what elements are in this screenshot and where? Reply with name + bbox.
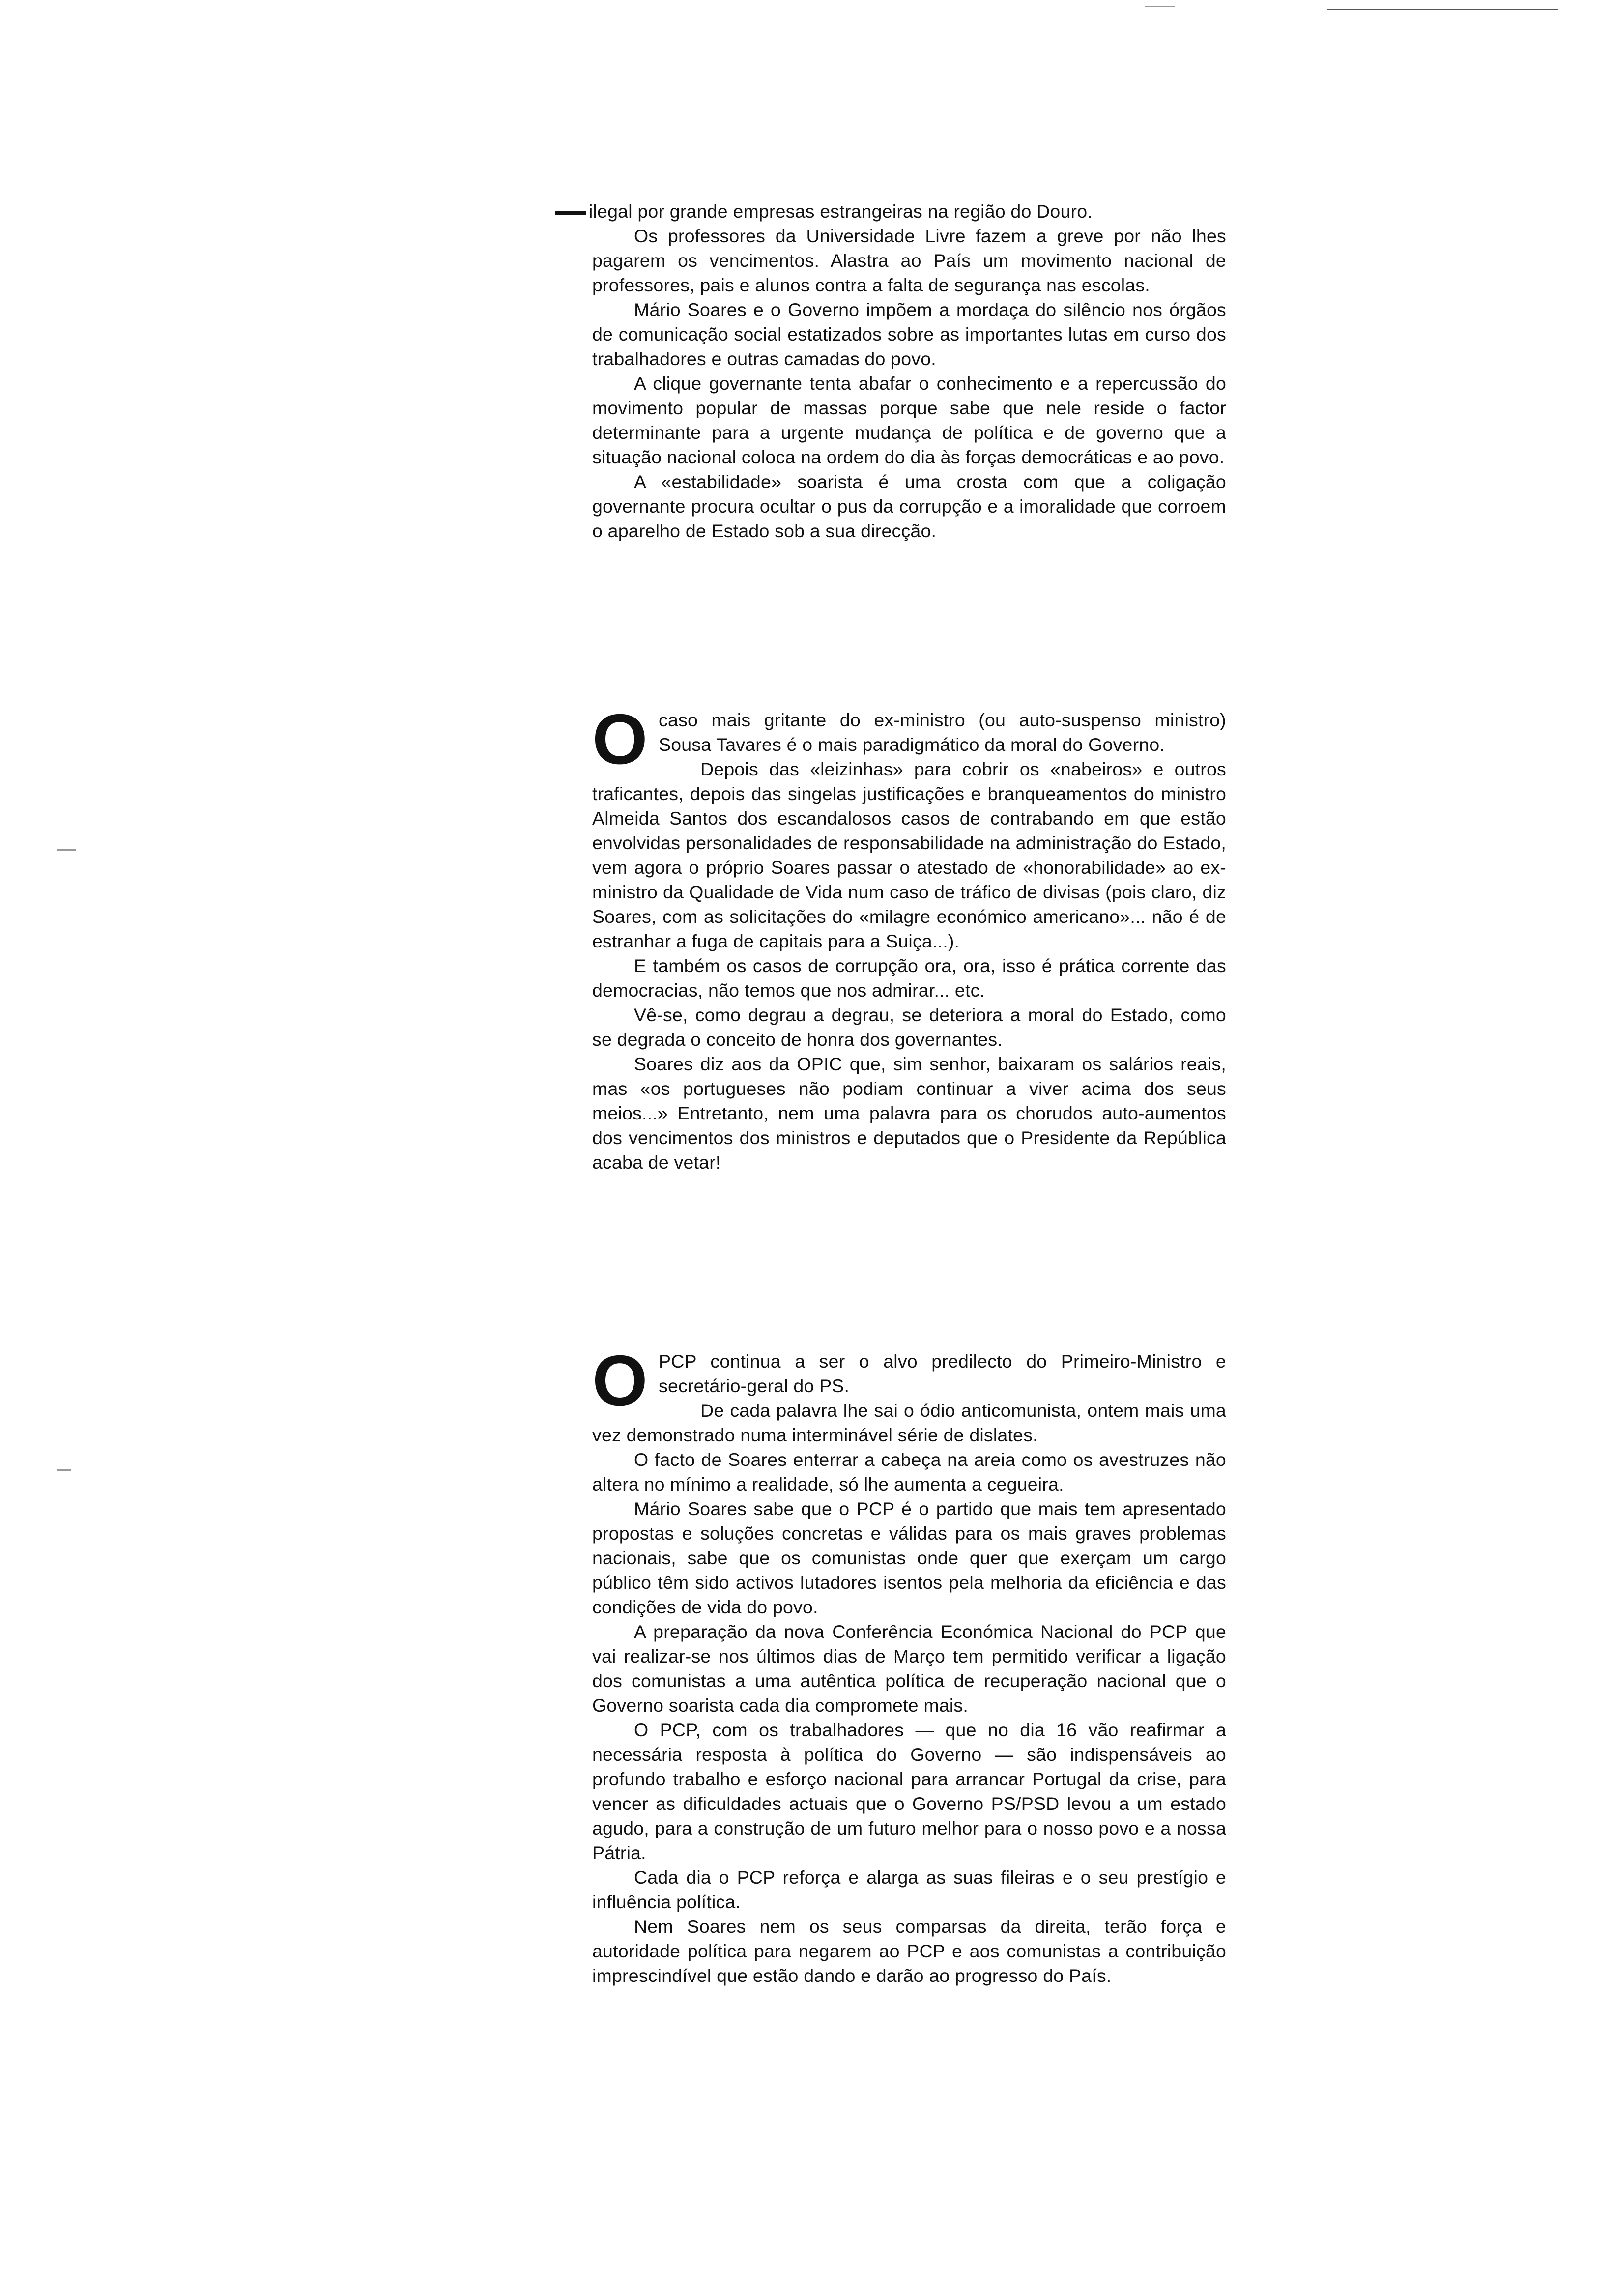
paragraph: Os professores da Universidade Livre fazem a greve por não lhes pagarem os vencimentos. Alastra ao País um movimento nacional de professores, pais e alunos contra a falta de segurança nas escolas. xyxy=(592,226,1226,295)
drop-cap: O xyxy=(592,1341,648,1420)
paragraph: Nem Soares nem os seus comparsas da direita, terão força e autoridade política para negarem ao PCP e aos comunistas a contribuição imprescindível que estão dando e darão ao progresso do País. xyxy=(592,1916,1226,1986)
paragraph: Vê-se, como degrau a degrau, se deteriora a moral do Estado, como se degrada o conceito de honra dos governantes. xyxy=(592,1004,1226,1050)
paragraph: E também os casos de corrupção ora, ora, isso é prática corrente das democracias, não temos que nos admirar... etc. xyxy=(592,955,1226,1001)
lead-text: caso mais gritante do ex-ministro (ou auto-suspenso ministro) Sousa Tavares é o mais paradigmático da moral do Governo. xyxy=(659,710,1226,755)
scan-mark-top-small xyxy=(1145,6,1175,7)
scan-mark-left-2 xyxy=(57,1469,71,1471)
article-section-3 xyxy=(592,1341,1226,1988)
scan-mark-top xyxy=(1327,9,1558,10)
paragraph: Mário Soares e o Governo impõem a mordaça do silêncio nos órgãos de comunicação social estatizados sobre as importantes lutas em curso dos trabalhadores e outras camadas do povo. xyxy=(592,299,1226,369)
paragraph: Depois das «leizinhas» para cobrir os «nabeiros» e outros traficantes, depois das singelas justificações e branqueamentos do ministro Almeida Santos dos escandalosos casos de contrabando em que estão envolvidas personalidades de responsabilidade na administração do Estado, vem agora o próprio Soares passar o atestado de «honorabilidade» ao ex-ministro da Qualidade de Vida num caso de tráfico de divisas (pois claro, diz Soares, com as solicitações do «milagre económico americano»... não é de estranhar a fuga de capitais para a Suiça...). xyxy=(592,759,1226,951)
paragraph: Cada dia o PCP reforça e alarga as suas fileiras e o seu prestígio e influência política. xyxy=(592,1867,1226,1912)
paragraph: A clique governante tenta abafar o conhecimento e a repercussão do movimento popular de massas porque sabe que nele reside o factor determinante para a urgente mudança de política e de governo que a situação nacional coloca na ordem do dia às forças democráticas e ao povo. xyxy=(592,373,1226,467)
paragraph: O PCP, com os trabalhadores — que no dia 16 vão reafirmar a necessária resposta à política do Governo — são indispensáveis ao profundo trabalho e esforço nacional para arrancar Portugal da crise, para vencer as dificuldades actuais que o Governo PS/PSD levou a um estado agudo, para a construção de um futuro melhor para o nosso povo e a nossa Pátria. xyxy=(592,1720,1226,1863)
paragraph: Soares diz aos da OPIC que, sim senhor, baixaram os salários reais, mas «os portugueses não podiam continuar a viver acima dos seus meios...» Entretanto, nem uma palavra para os chorudos auto-aumentos dos vencimentos dos ministros e deputados que o Presidente da República acaba de vetar! xyxy=(592,1054,1226,1173)
scan-mark-left xyxy=(57,849,76,851)
paragraph-text: ilegal por grande empresas estrangeiras na região do Douro. xyxy=(589,201,1093,222)
paragraph: Mário Soares sabe que o PCP é o partido que mais tem apresentado propostas e soluções concretas e válidas para os mais graves problemas nacionais, sabe que os comunistas onde quer que exerçam um cargo público têm sido activos lutadores isentos pela melhoria da eficiência e das condições de vida do povo. xyxy=(592,1498,1226,1617)
lead-paragraph xyxy=(592,1341,1226,1420)
lead-text: PCP continua a ser o alvo predilecto do Primeiro-Ministro e secretário-geral do PS. xyxy=(659,1351,1226,1396)
paragraph xyxy=(589,199,1226,224)
paragraph: O facto de Soares enterrar a cabeça na areia como os avestruzes não altera no mínimo a realidade, só lhe aumenta a cegueira. xyxy=(592,1449,1226,1494)
lead-paragraph xyxy=(592,699,1226,779)
paragraph: De cada palavra lhe sai o ódio anticomunista, ontem mais uma vez demonstrado numa interminável série de dislates. xyxy=(592,1400,1226,1445)
drop-cap: O xyxy=(592,699,648,779)
article-section-2 xyxy=(592,699,1226,1175)
paragraph: A preparação da nova Conferência Económica Nacional do PCP que vai realizar-se nos últimos dias de Março tem permitido verificar a ligação dos comunistas a uma autêntica política de recuperação nacional que o Governo soarista cada dia compromete mais. xyxy=(592,1621,1226,1716)
article-section-1 xyxy=(589,199,1226,543)
paragraph: A «estabilidade» soarista é uma crosta com que a coligação governante procura ocultar o pus da corrupção e a imoralidade que corroem o aparelho de Estado sob a sua direcção. xyxy=(592,471,1226,541)
continuation-dash xyxy=(555,211,586,215)
